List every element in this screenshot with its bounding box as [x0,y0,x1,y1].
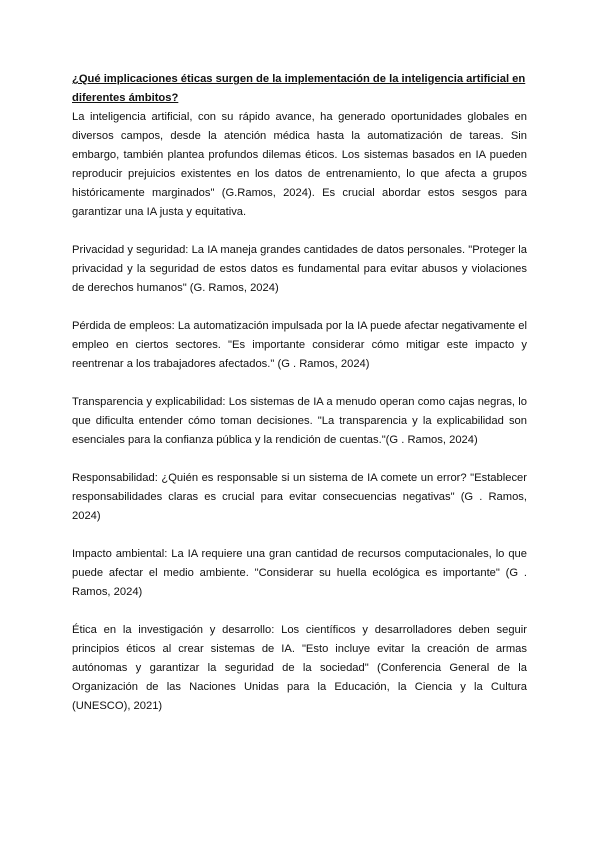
paragraph-employment: Pérdida de empleos: La automatización impulsada por la IA puede afectar negativamente el empleo en ciertos sectores. "Es importante considerar cómo mitigar este impacto y reentrenar a los trabajadores afectados." (G . Ramos, 2024) [72,320,527,370]
document-page [72,70,527,735]
paragraph-environment: Impacto ambiental: La IA requiere una gran cantidad de recursos computacionales, lo que puede afectar el medio ambiente. "Considerar su huella ecológica es importante" (G . Ramos, 2024) [72,548,527,598]
paragraph-transparency: Transparencia y explicabilidad: Los sistemas de IA a menudo operan como cajas negras, lo que dificulta entender cómo toman decisiones. "La transparencia y la explicabilidad son esenciales para la confianza pública y la rendición de cuentas."(G . Ramos, 2024) [72,396,527,446]
paragraph-responsibility: Responsabilidad: ¿Quién es responsable si un sistema de IA comete un error? "Establecer responsabilidades claras es crucial para evitar consecuencias negativas" (G . Ramos, 2024) [72,472,527,522]
document-title: ¿Qué implicaciones éticas surgen de la implementación de la inteligencia artificial en diferentes ámbitos? [72,73,526,104]
paragraph-research-ethics: Ética en la investigación y desarrollo: Los científicos y desarrolladores deben seguir principios éticos al crear sistemas de IA. "Esto incluye evitar la creación de armas autónomas y garantizar la seguridad de la sociedad" (Conferencia General de la Organización de las Naciones Unidas para la Educación, la Ciencia y la Cultura (UNESCO), 2021) [72,624,527,712]
intro-paragraph: La inteligencia artificial, con su rápido avance, ha generado oportunidades globales en diversos campos, desde la atención médica hasta la automatización de tareas. Sin embargo, también plantea profundos dilemas éticos. Los sistemas basados en IA pueden reproducir prejuicios existentes en los datos de entrenamiento, lo que afecta a grupos históricamente marginados" (G.Ramos, 2024). Es crucial abordar estos sesgos para garantizar una IA justa y equitativa. [72,111,527,218]
paragraph-privacy: Privacidad y seguridad: La IA maneja grandes cantidades de datos personales. "Proteger la privacidad y la seguridad de estos datos es fundamental para evitar abusos y violaciones de derechos humanos" (G. Ramos, 2024) [72,244,527,294]
